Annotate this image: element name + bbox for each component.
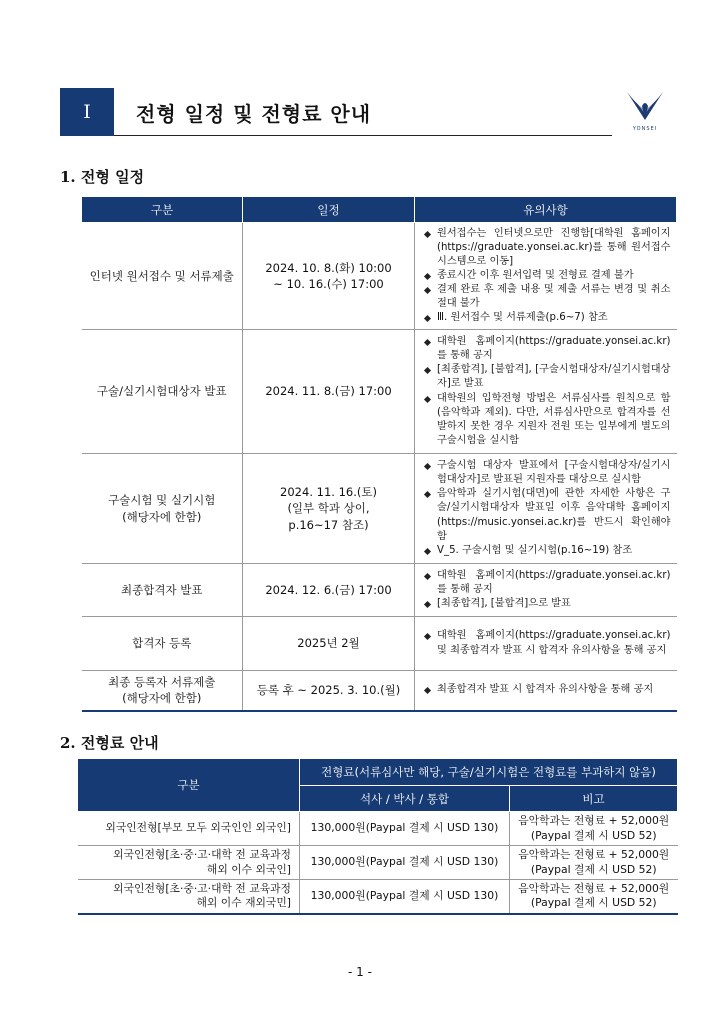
- fee-header-row: [78, 759, 678, 786]
- text-line: 2024. 11. 8.(금) 17:00: [265, 384, 392, 399]
- chapter-title: 전형 일정 및 전형료 안내: [136, 102, 372, 126]
- column-header: 구분: [82, 197, 243, 223]
- logo-caption: YONSEI: [632, 126, 658, 132]
- schedule-table: [81, 196, 677, 712]
- schedule-category: [82, 617, 243, 671]
- text-line: 해외 이수 외국인]: [206, 862, 291, 876]
- note-item: 최종합격자 발표 시 합격자 유의사항을 통해 공지: [423, 683, 671, 697]
- schedule-notes: [415, 454, 677, 564]
- page-number: - 1 -: [348, 965, 372, 979]
- text-line: 등록 후 ~ 2025. 3. 10.(월): [256, 683, 401, 698]
- text-line: 외국인전형[초·중·고·대학 전 교육과정: [113, 881, 291, 895]
- note-item: 대학원 홈페이지(https://graduate.yonsei.ac.kr)를 통해 공지: [423, 569, 671, 597]
- university-logo: [622, 86, 668, 136]
- notes-list: [423, 335, 671, 448]
- schedule-row: [82, 330, 677, 454]
- fee-remark: [510, 812, 678, 846]
- fee-category: [78, 812, 300, 846]
- text-line: 2024. 11. 16.(토): [280, 485, 377, 499]
- text-line: (Paypal 결제 시 USD 52): [530, 896, 657, 910]
- text-line: 음악학과는 전형료 + 52,000원: [518, 813, 670, 827]
- schedule-date: [243, 617, 415, 671]
- schedule-category: [82, 330, 243, 454]
- column-header: 유의사항: [415, 197, 677, 223]
- text-line: 2024. 12. 6.(금) 17:00: [265, 582, 392, 597]
- text-line: 해외 이수 재외국민]: [196, 896, 291, 910]
- schedule-category: [82, 564, 243, 617]
- text-line: ~ 10. 16.(수) 17:00: [273, 277, 384, 291]
- schedule-category: [82, 671, 243, 711]
- column-header: 구분: [78, 759, 300, 812]
- text-line: 2024. 10. 8.(화) 10:00: [265, 260, 392, 275]
- fee-amount: 130,000원(Paypal 결제 시 USD 130): [300, 880, 510, 914]
- text-line: 음악학과는 전형료 + 52,000원: [518, 881, 670, 895]
- fee-table: [77, 758, 678, 915]
- note-item: 구술시험 대상자 발표에서 [구술시험대상자/실기시험대상자]로 발표된 지원자를 대상으로 실시함: [423, 459, 671, 487]
- schedule-header-row: [82, 197, 677, 223]
- schedule-row: [82, 454, 677, 564]
- text-line: (해당자에 한함): [122, 691, 202, 706]
- fee-row: [78, 846, 678, 880]
- note-item: 음악학과 실기시험(대면)에 관한 자세한 사항은 구술/실기시험대상자 발표일 이후 음악대학 홈페이지(https://music.yonsei.ac.kr)를 반드시 확인해야 함: [423, 487, 671, 543]
- notes-list: [423, 227, 671, 326]
- text-line: 합격자 등록: [132, 636, 192, 651]
- fee-row: [78, 812, 678, 846]
- schedule-notes: [415, 330, 677, 454]
- chapter-header: [60, 88, 612, 136]
- text-line: p.16~17 참조): [288, 517, 369, 532]
- schedule-notes: [415, 564, 677, 617]
- fee-remark: [510, 880, 678, 914]
- schedule-category: [82, 223, 243, 330]
- note-item: 원서접수는 인터넷으로만 진행함[대학원 홈페이지(https://graduate.yonsei.ac.kr)를 통해 원서접수 시스템으로 이동]: [423, 227, 671, 269]
- notes-list: [423, 569, 671, 611]
- eagle-icon: [622, 86, 668, 126]
- text-line: (해당자에 한함): [122, 509, 202, 524]
- fee-row: [78, 880, 678, 914]
- note-item: [최종합격], [불합격]으로 발표: [423, 597, 671, 611]
- header-underline: [114, 135, 612, 136]
- text-line: (Paypal 결제 시 USD 52): [530, 862, 657, 876]
- text-line: 구술시험 및 실기시험: [108, 493, 216, 508]
- schedule-row: [82, 671, 677, 711]
- text-line: 최종 등록자 서류제출: [108, 674, 216, 689]
- fee-category: [78, 880, 300, 914]
- notes-list: [423, 683, 671, 697]
- schedule-notes: [415, 671, 677, 711]
- schedule-category: [82, 454, 243, 564]
- note-item: 종료시간 이후 원서입력 및 전형료 결제 불가: [423, 269, 671, 283]
- text-line: 음악학과는 전형료 + 52,000원: [518, 847, 670, 861]
- schedule-date: [243, 454, 415, 564]
- text-line: 최종합격자 발표: [121, 582, 203, 597]
- text-line: 2025년 2월: [297, 636, 360, 651]
- note-item: Ⅲ. 원서접수 및 서류제출(p.6~7) 참조: [423, 311, 671, 325]
- schedule-date: [243, 564, 415, 617]
- text-line: 구술/실기시험대상자 발표: [96, 384, 227, 399]
- schedule-row: [82, 617, 677, 671]
- column-header: 비고: [510, 786, 678, 812]
- notes-list: [423, 629, 671, 657]
- schedule-date: [243, 330, 415, 454]
- section-title-schedule: 1. 전형 일정: [60, 168, 145, 186]
- column-header: 일정: [243, 197, 415, 223]
- section-title-fee: 2. 전형료 안내: [60, 734, 159, 752]
- schedule-notes: [415, 223, 677, 330]
- notes-list: [423, 459, 671, 558]
- schedule-date: [243, 671, 415, 711]
- column-header: 전형료(서류심사만 해당, 구술/실기시험은 전형료를 부과하지 않음): [300, 759, 678, 786]
- note-item: 결제 완료 후 제출 내용 및 제출 서류는 변경 및 취소 절대 불가: [423, 283, 671, 311]
- note-item: 대학원 홈페이지(https://graduate.yonsei.ac.kr) 및 최종합격자 발표 시 합격자 유의사항을 통해 공지: [423, 629, 671, 657]
- text-line: (Paypal 결제 시 USD 52): [530, 828, 657, 842]
- fee-remark: [510, 846, 678, 880]
- schedule-date: [243, 223, 415, 330]
- text-line: (일부 학과 상이,: [287, 501, 370, 516]
- text-line: 외국인전형[초·중·고·대학 전 교육과정: [113, 847, 291, 861]
- note-item: 대학원 홈페이지(https://graduate.yonsei.ac.kr)를 통해 공지: [423, 335, 671, 363]
- text-line: 외국인전형[부모 모두 외국인인 외국인]: [105, 821, 291, 835]
- text-line: 인터넷 원서접수 및 서류제출: [89, 268, 234, 283]
- fee-category: [78, 846, 300, 880]
- column-header: 석사 / 박사 / 통합: [300, 786, 510, 812]
- note-item: 대학원의 입학전형 방법은 서류심사를 원칙으로 함(음악학과 제외). 다만, 서류심사만으로 합격자를 선발하지 못한 경우 지원자 전원 또는 일부에게 별도의 구술시험을 실시함: [423, 392, 671, 448]
- fee-amount: 130,000원(Paypal 결제 시 USD 130): [300, 812, 510, 846]
- note-item: [최종합격], [불합격], [구술시험대상자/실기시험대상자]로 발표: [423, 363, 671, 391]
- schedule-row: [82, 223, 677, 330]
- note-item: Ⅴ_5. 구술시험 및 실기시험(p.16~19) 참조: [423, 544, 671, 558]
- chapter-number: Ⅰ: [60, 88, 114, 136]
- fee-amount: 130,000원(Paypal 결제 시 USD 130): [300, 846, 510, 880]
- schedule-notes: [415, 617, 677, 671]
- schedule-row: [82, 564, 677, 617]
